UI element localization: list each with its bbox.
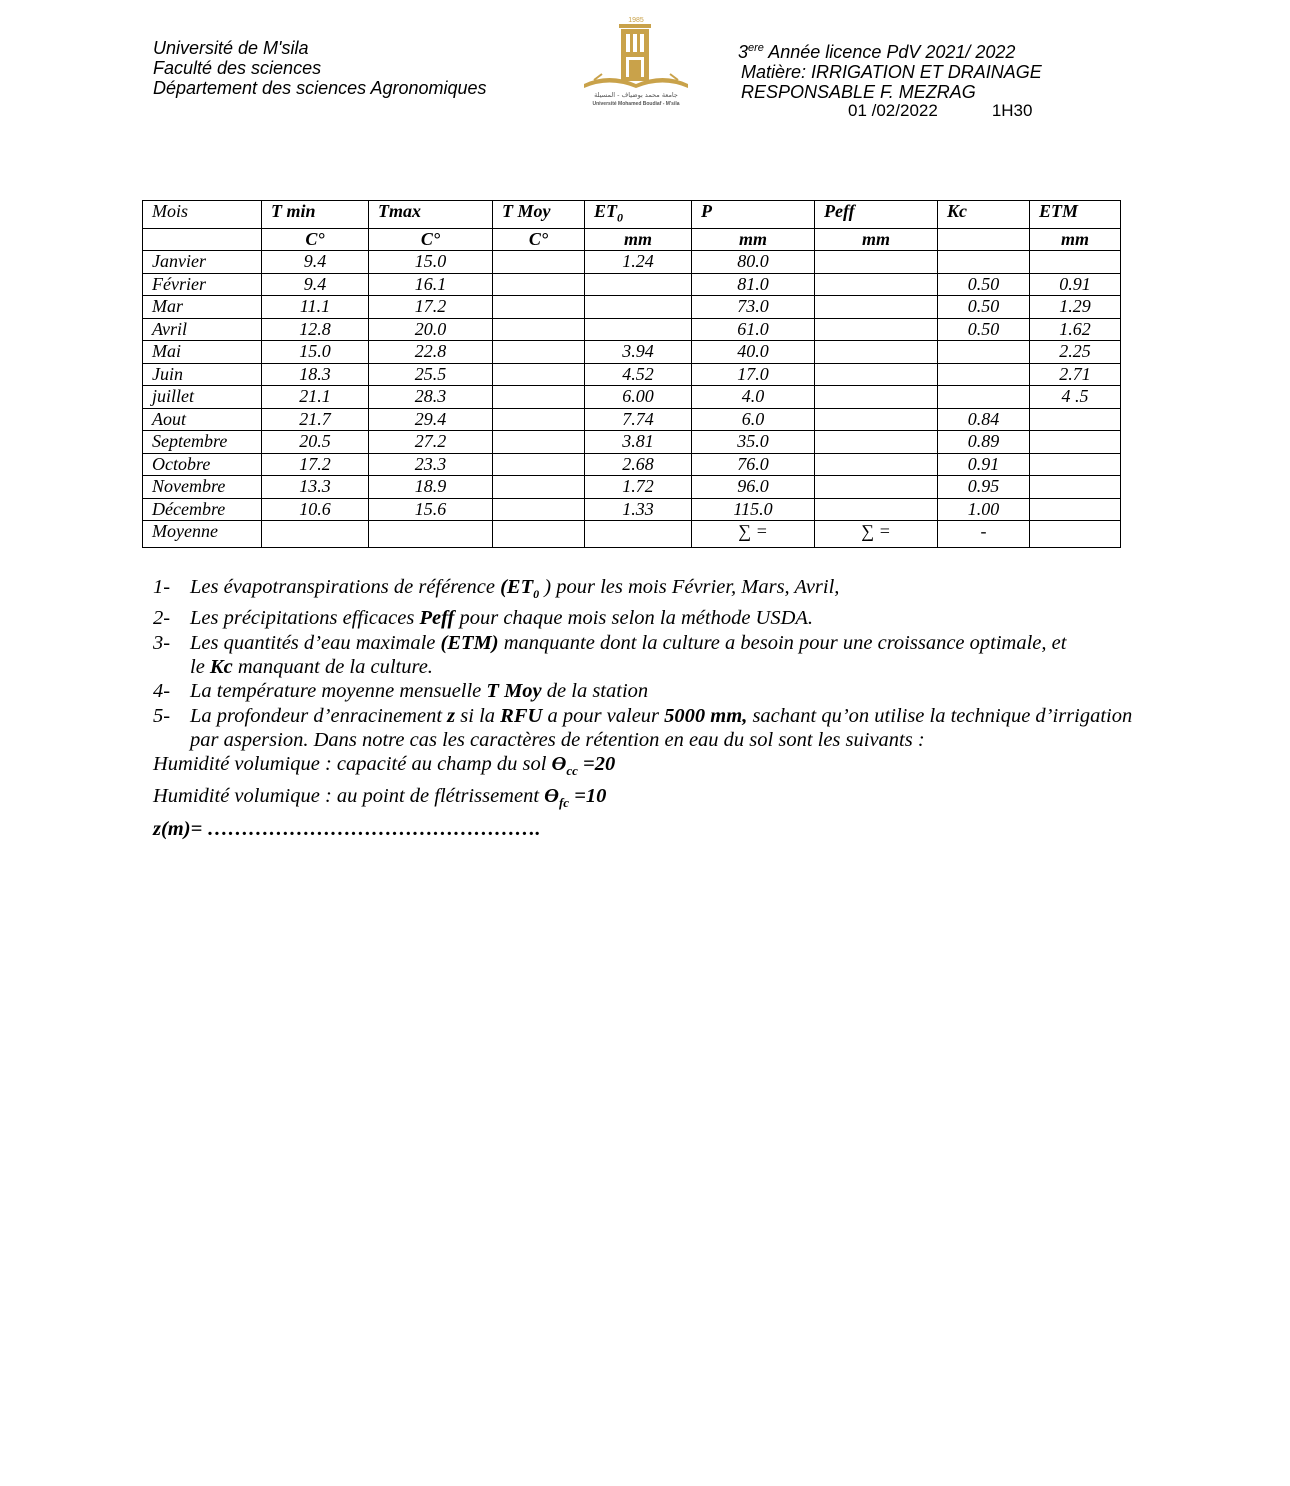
value-cell: 21.1 <box>262 386 369 409</box>
value-cell <box>815 453 938 476</box>
value-cell: 13.3 <box>262 476 369 499</box>
value-cell: 0.50 <box>938 318 1030 341</box>
value-cell <box>815 273 938 296</box>
value-cell <box>1030 408 1121 431</box>
table-row <box>143 521 1121 548</box>
value-cell: 1.29 <box>1030 296 1121 319</box>
col-header-tmax: Tmax <box>369 201 493 229</box>
value-cell <box>938 386 1030 409</box>
value-cell: 0.89 <box>938 431 1030 454</box>
month-cell: Octobre <box>143 453 262 476</box>
value-cell: 115.0 <box>692 498 815 521</box>
table-units-row <box>143 228 1121 251</box>
value-cell: 29.4 <box>369 408 493 431</box>
month-cell: Février <box>143 273 262 296</box>
university-name: Université de M'sila <box>153 38 309 58</box>
value-cell: 73.0 <box>692 296 815 319</box>
value-cell: 16.1 <box>369 273 493 296</box>
exam-date-line <box>848 101 1032 121</box>
value-cell <box>493 296 585 319</box>
value-cell: 40.0 <box>692 341 815 364</box>
col-header-et0: $ET_0$ <box>585 201 692 229</box>
table-row <box>143 408 1121 431</box>
unit-cell: mm <box>692 228 815 251</box>
value-cell <box>585 318 692 341</box>
unit-cell: mm <box>815 228 938 251</box>
value-cell: 76.0 <box>692 453 815 476</box>
value-cell: 17.2 <box>262 453 369 476</box>
value-cell: 2.25 <box>1030 341 1121 364</box>
value-cell <box>493 453 585 476</box>
table-row <box>143 273 1121 296</box>
value-cell <box>493 251 585 274</box>
unit-cell: mm <box>1030 228 1121 251</box>
value-cell: 15.0 <box>369 251 493 274</box>
value-cell: 2.68 <box>585 453 692 476</box>
value-cell: 3.81 <box>585 431 692 454</box>
value-cell <box>493 386 585 409</box>
value-cell <box>585 296 692 319</box>
answer-line: z(m)= …………………………………………. <box>153 817 541 840</box>
value-cell <box>1030 498 1121 521</box>
col-header-p: P <box>692 201 815 229</box>
humidity-field-capacity: Humidité volumique : capacité au champ du sol $Ɵ_{cc} =20$ <box>153 753 616 779</box>
table-row <box>143 363 1121 386</box>
course-subject: Matière: IRRIGATION ET DRAINAGE <box>741 62 1042 82</box>
value-cell: 4 .5 <box>1030 386 1121 409</box>
value-cell <box>585 521 692 548</box>
value-cell: ∑ = <box>815 521 938 548</box>
month-cell: Janvier <box>143 251 262 274</box>
col-header-tmoy: T Moy <box>493 201 585 229</box>
value-cell: 0.50 <box>938 273 1030 296</box>
table-row <box>143 453 1121 476</box>
table-row <box>143 431 1121 454</box>
value-cell <box>493 273 585 296</box>
value-cell <box>262 521 369 548</box>
climate-data-table <box>142 200 1121 548</box>
value-cell <box>1030 521 1121 548</box>
value-cell: 1.00 <box>938 498 1030 521</box>
table-row <box>143 341 1121 364</box>
value-cell: 12.8 <box>262 318 369 341</box>
value-cell <box>815 408 938 431</box>
value-cell: 6.0 <box>692 408 815 431</box>
value-cell <box>493 408 585 431</box>
logo-latin: Université Mohamed Boudiaf - M'sila <box>592 101 680 106</box>
value-cell: 20.5 <box>262 431 369 454</box>
value-cell: 21.7 <box>262 408 369 431</box>
value-cell: 80.0 <box>692 251 815 274</box>
value-cell <box>815 498 938 521</box>
value-cell <box>815 476 938 499</box>
table-row <box>143 498 1121 521</box>
col-header-mois: Mois <box>143 201 262 229</box>
value-cell <box>1030 431 1121 454</box>
value-cell: 9.4 <box>262 273 369 296</box>
unit-cell: C° <box>262 228 369 251</box>
logo-year: 1985 <box>628 17 644 24</box>
month-cell: Mai <box>143 341 262 364</box>
month-cell: Moyenne <box>143 521 262 548</box>
month-cell: Mar <box>143 296 262 319</box>
course-year: 3ere Année licence PdV 2021/ 2022 <box>738 42 1016 62</box>
question-3: 3- Les quantités d’eau maximale (ETM) manquante dont la culture a besoin pour une croissance optimale, et le Kc manquant de la culture. <box>153 631 1067 678</box>
value-cell: 15.0 <box>262 341 369 364</box>
value-cell: 1.62 <box>1030 318 1121 341</box>
value-cell: 10.6 <box>262 498 369 521</box>
value-cell: 23.3 <box>369 453 493 476</box>
exam-date: 01 /02/2022 <box>848 101 938 120</box>
value-cell <box>493 341 585 364</box>
value-cell: 0.95 <box>938 476 1030 499</box>
col-header-peff: Peff <box>815 201 938 229</box>
value-cell: 17.0 <box>692 363 815 386</box>
value-cell <box>493 431 585 454</box>
value-cell: 0.50 <box>938 296 1030 319</box>
value-cell: 18.9 <box>369 476 493 499</box>
value-cell <box>493 521 585 548</box>
value-cell <box>815 341 938 364</box>
value-cell: 27.2 <box>369 431 493 454</box>
value-cell <box>1030 476 1121 499</box>
month-cell: Novembre <box>143 476 262 499</box>
question-5: 5- La profondeur d’enracinement z si la RFU a pour valeur 5000 mm, sachant qu’on utilise la technique d’irrigation par aspersion. Dans notre cas les caractères de rétention en eau du sol sont les suivants : <box>153 704 1133 751</box>
value-cell: 9.4 <box>262 251 369 274</box>
value-cell: 61.0 <box>692 318 815 341</box>
value-cell: 4.0 <box>692 386 815 409</box>
value-cell <box>815 431 938 454</box>
department-name: Département des sciences Agronomiques <box>153 78 487 98</box>
value-cell <box>1030 453 1121 476</box>
month-cell: Juin <box>143 363 262 386</box>
value-cell: 22.8 <box>369 341 493 364</box>
header-institution <box>153 38 487 98</box>
col-header-tmin: T min <box>262 201 369 229</box>
value-cell <box>815 363 938 386</box>
unit-cell <box>938 228 1030 251</box>
value-cell <box>493 476 585 499</box>
value-cell: 1.24 <box>585 251 692 274</box>
value-cell: 35.0 <box>692 431 815 454</box>
course-responsible: RESPONSABLE F. MEZRAG <box>741 82 976 102</box>
value-cell: 6.00 <box>585 386 692 409</box>
question-4: 4- La température moyenne mensuelle T Moy de la station <box>153 680 649 703</box>
value-cell: 11.1 <box>262 296 369 319</box>
month-cell: Décembre <box>143 498 262 521</box>
value-cell <box>815 296 938 319</box>
value-cell: 1.72 <box>585 476 692 499</box>
value-cell: 20.0 <box>369 318 493 341</box>
value-cell: 15.6 <box>369 498 493 521</box>
header-course <box>738 38 1042 102</box>
value-cell: 17.2 <box>369 296 493 319</box>
table-row <box>143 296 1121 319</box>
month-cell: Avril <box>143 318 262 341</box>
value-cell: 1.33 <box>585 498 692 521</box>
value-cell <box>815 251 938 274</box>
value-cell: 0.91 <box>938 453 1030 476</box>
value-cell <box>938 341 1030 364</box>
value-cell <box>938 251 1030 274</box>
question-1: 1- Les évapotranspirations de référence ($ET_0$ ) pour les mois Février, Mars, Avril, <box>153 576 840 602</box>
unit-cell: mm <box>585 228 692 251</box>
questions-block <box>153 575 1183 841</box>
value-cell: 7.74 <box>585 408 692 431</box>
value-cell: - <box>938 521 1030 548</box>
faculty-name: Faculté des sciences <box>153 58 322 78</box>
logo-arabic: جامعة محمد بوضياف - المسيلة <box>594 91 678 99</box>
value-cell <box>815 386 938 409</box>
table-row <box>143 318 1121 341</box>
value-cell <box>493 363 585 386</box>
unit-cell: C° <box>493 228 585 251</box>
unit-cell <box>143 228 262 251</box>
value-cell: 0.91 <box>1030 273 1121 296</box>
value-cell: 3.94 <box>585 341 692 364</box>
value-cell <box>493 498 585 521</box>
value-cell: 18.3 <box>262 363 369 386</box>
month-cell: Septembre <box>143 431 262 454</box>
value-cell: 96.0 <box>692 476 815 499</box>
value-cell: 2.71 <box>1030 363 1121 386</box>
value-cell <box>585 273 692 296</box>
table-row <box>143 476 1121 499</box>
value-cell: ∑ = <box>692 521 815 548</box>
value-cell: 0.84 <box>938 408 1030 431</box>
university-logo <box>574 14 698 106</box>
humidity-wilting-point: Humidité volumique : au point de flétrissement $Ɵ_{fc} =10$ <box>153 784 607 810</box>
value-cell <box>369 521 493 548</box>
table-row <box>143 386 1121 409</box>
table-row <box>143 251 1121 274</box>
table-header-row <box>143 201 1121 229</box>
month-cell: juillet <box>143 386 262 409</box>
col-header-kc: Kc <box>938 201 1030 229</box>
value-cell <box>1030 251 1121 274</box>
value-cell: 28.3 <box>369 386 493 409</box>
value-cell <box>493 318 585 341</box>
value-cell: 4.52 <box>585 363 692 386</box>
unit-cell: C° <box>369 228 493 251</box>
month-cell: Aout <box>143 408 262 431</box>
exam-duration: 1H30 <box>991 101 1033 120</box>
table-body <box>143 251 1121 548</box>
value-cell <box>815 318 938 341</box>
value-cell <box>938 363 1030 386</box>
value-cell: 81.0 <box>692 273 815 296</box>
value-cell: 25.5 <box>369 363 493 386</box>
question-2: 2- Les précipitations efficaces Peff pour chaque mois selon la méthode USDA. <box>153 607 814 630</box>
col-header-etm: ETM <box>1030 201 1121 229</box>
